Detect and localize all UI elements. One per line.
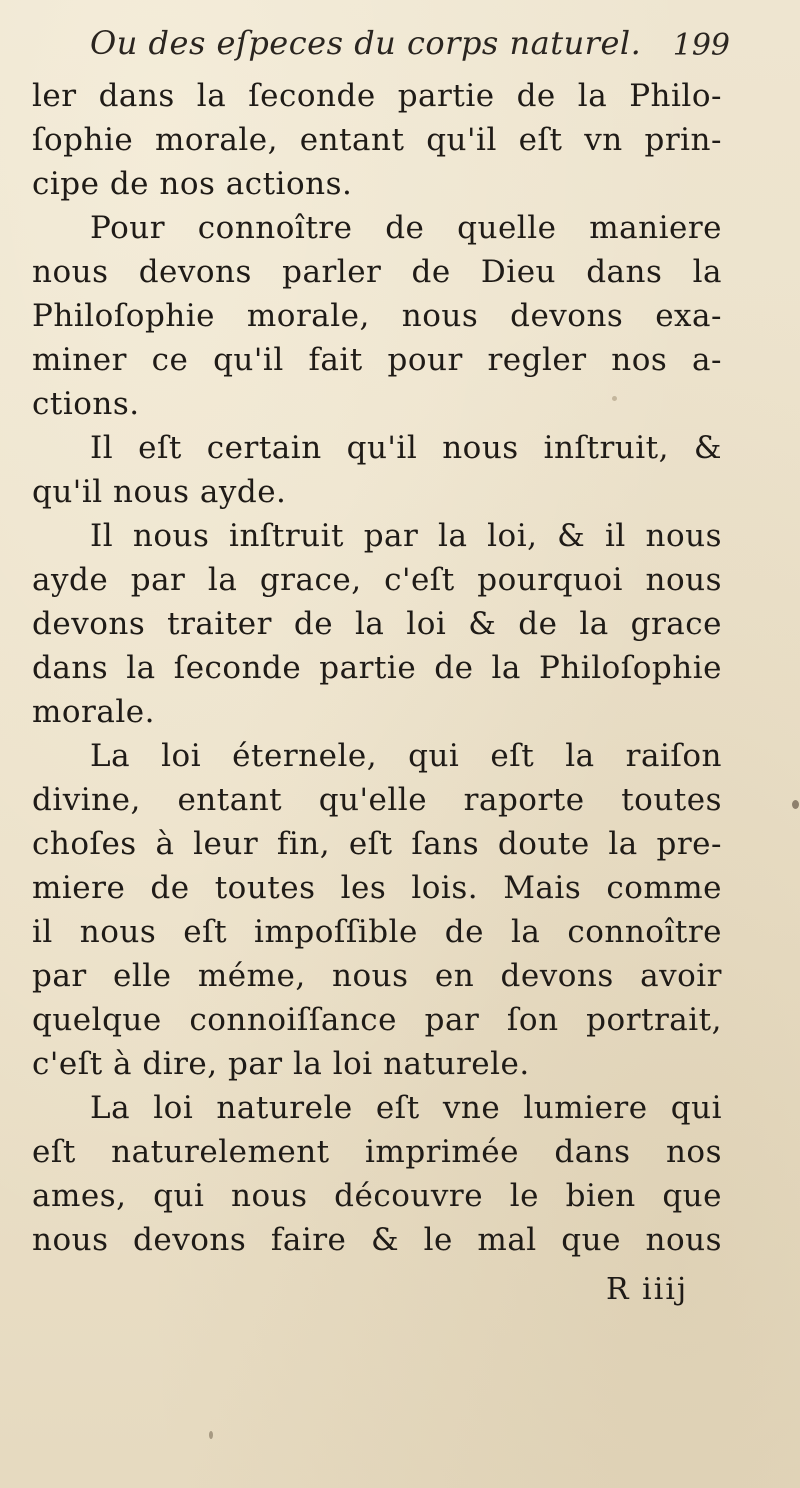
text-line: miere de toutes les lois. Mais comme (32, 870, 722, 906)
text-line: ayde par la grace, c'eſt pourquoi nous (32, 562, 722, 598)
text-line: par elle méme, nous en devons avoir (32, 958, 722, 994)
text-line: ames, qui nous découvre le bien que (32, 1178, 722, 1214)
ink-speck (612, 396, 617, 401)
ink-speck (209, 1431, 213, 1439)
ink-speck (792, 800, 799, 809)
page-header (90, 24, 730, 74)
text-line: ler dans la ſeconde partie de la Philo- (32, 78, 722, 114)
text-line: c'eſt à dire, par la loi naturele. (32, 1046, 530, 1082)
text-line: La loi naturele eſt vne lumiere qui (90, 1090, 722, 1126)
page-number: 199 (672, 28, 730, 63)
text-line: Pour connoître de quelle maniere (90, 210, 722, 246)
text-line: il nous eſt impoſſible de la connoître (32, 914, 722, 950)
text-line: choſes à leur fin, eſt ſans doute la pre- (32, 826, 722, 862)
text-line: dans la ſeconde partie de la Philoſophie (32, 650, 722, 686)
body-text (32, 74, 722, 1262)
text-line: quelque connoiſſance par ſon portrait, (32, 1002, 722, 1038)
text-line: Il nous inſtruit par la loi, & il nous (90, 518, 722, 554)
text-line: ctions. (32, 386, 140, 422)
text-line: Philoſophie morale, nous devons exa- (32, 298, 722, 334)
text-line: divine, entant qu'elle raporte toutes (32, 782, 722, 818)
text-line: nous devons faire & le mal que nous (32, 1222, 722, 1258)
text-line: La loi éternele, qui eſt la raiſon (90, 738, 722, 774)
text-line: nous devons parler de Dieu dans la (32, 254, 722, 290)
text-line: qu'il nous ayde. (32, 474, 287, 510)
text-line: ſophie morale, entant qu'il eſt vn prin- (32, 122, 722, 158)
text-line: morale. (32, 694, 155, 730)
text-line: Il eſt certain qu'il nous inſtruit, & (90, 430, 722, 466)
signature-mark: R iiij (606, 1272, 689, 1307)
text-line: devons traiter de la loi & de la grace (32, 606, 722, 642)
text-line: cipe de nos actions. (32, 166, 353, 202)
text-line: miner ce qu'il fait pour regler nos a- (32, 342, 722, 378)
text-line: eſt naturelement imprimée dans nos (32, 1134, 722, 1170)
running-title: Ou des eſpeces du corps naturel. (90, 24, 642, 62)
